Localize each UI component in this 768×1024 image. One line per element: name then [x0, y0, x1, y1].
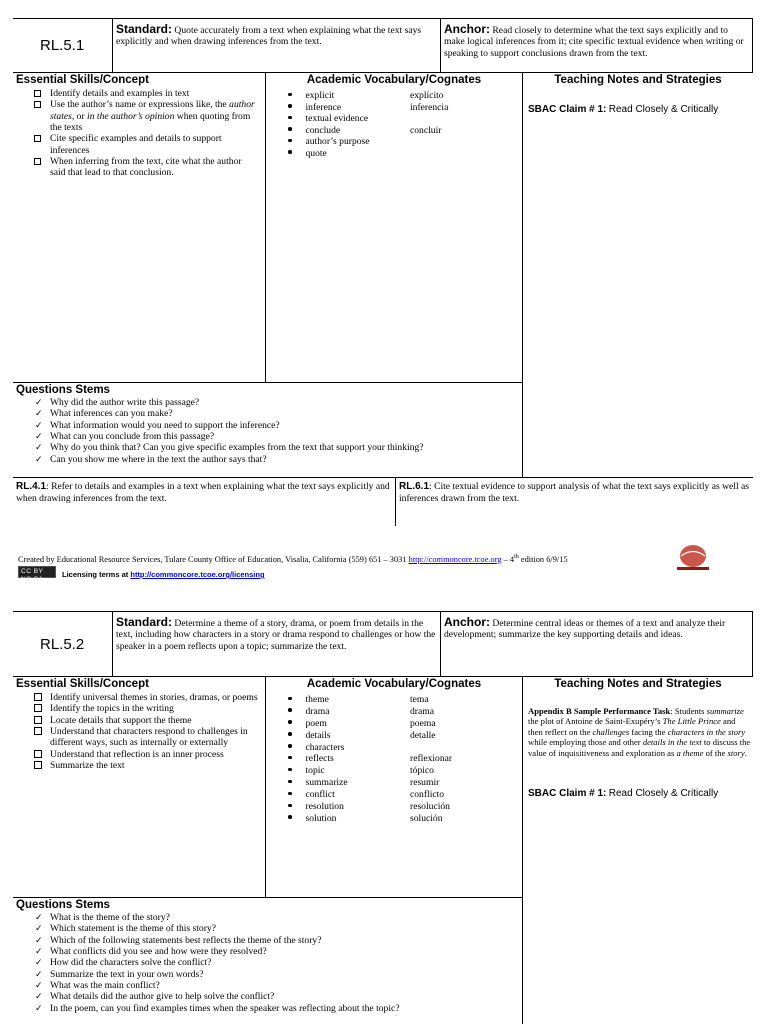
checkmark-icon: ✓ [35, 945, 43, 956]
bullet-icon [288, 708, 292, 712]
vocab-cognate: resumir [410, 777, 440, 789]
vocab-term: topic [305, 765, 325, 777]
standard-code: RL.5.2 [40, 636, 85, 653]
bullet-icon [288, 127, 292, 131]
vocab-cognate: resolución [410, 801, 450, 813]
vocab-term: resolution [305, 801, 344, 813]
list-item: ✓ Which statement is the theme of this story? [35, 923, 216, 935]
california-standards-logo [673, 543, 713, 577]
checkmark-icon: ✓ [35, 442, 43, 453]
checkbox-icon [34, 693, 42, 701]
list-item: ✓ What conflicts did you see and how were they resolved? [35, 945, 267, 957]
list-item: ✓ In the poem, can you find examples times when the speaker was reflecting about the topic? [35, 1002, 400, 1014]
notes-header: Teaching Notes and Strategies [554, 74, 722, 86]
standard-text: Standard: Quote accurately from a text when explaining what the text says explicitly and when drawing inferences from the text. [116, 22, 422, 48]
list-item: When inferring from the text, cite what the author said that lead to that conclusion. [16, 156, 256, 179]
checkbox-icon [34, 135, 41, 142]
notes-header: Teaching Notes and Strategies [554, 678, 722, 690]
list-item: ✓ What information would you need to support the inference? [35, 419, 280, 431]
bullet-icon [288, 792, 292, 796]
bullet-icon [288, 139, 292, 143]
anchor-text: Anchor: Read closely to determine what the text says explicitly and to make logical inferences from it; cite specific textual evidence when writing or speaking to support conclusions drawn from the text. [444, 22, 744, 59]
checkmark-icon: ✓ [35, 430, 43, 441]
questions-header: Questions Stems [16, 384, 110, 396]
list-item: Identify universal themes in stories, dramas, or poems [16, 692, 261, 703]
standard-code: RL.5.1 [40, 37, 85, 54]
bullet-icon [288, 104, 292, 108]
list-item: Understand that characters respond to challenges in different ways, such as internally or externally [16, 726, 261, 749]
vocab-cognate: tema [410, 694, 429, 705]
anchor-text: Anchor: Determine central ideas or themes of a text and analyze their development; summarize the key supporting details and ideas. [444, 615, 726, 641]
skills-header: Essential Skills/Concept [16, 74, 149, 86]
list-item: Identify the topics in the writing [16, 703, 261, 714]
vocab-row [266, 730, 452, 742]
list-item: ✓ Can you show me where in the text the author says that? [35, 453, 267, 465]
vocab-term: solution [305, 812, 337, 824]
vocab-row [266, 789, 452, 801]
sbac-claim: SBAC Claim # 1: Read Closely & Critically [528, 104, 719, 115]
license-line: Licensing terms at http://commoncore.tcoe.org/licensing [62, 570, 265, 579]
vocab-header: Academic Vocabulary/Cognates [306, 678, 482, 690]
checkbox-icon [34, 750, 42, 758]
list-item: ✓ Why do you think that? Can you give specific examples from the text that support your thinking? [35, 442, 424, 454]
checkbox-icon [34, 704, 42, 712]
checkbox-icon [34, 90, 41, 97]
list-item: ✓ What details did the author give to help solve the conflict? [35, 991, 275, 1003]
list-item: ✓ What is the theme of the story? [35, 912, 170, 923]
vocab-cognate: poema [410, 717, 436, 729]
license-link[interactable]: http://commoncore.tcoe.org/licensing [130, 570, 265, 579]
vocab-term: author’s purpose [305, 136, 370, 148]
skills-list [16, 88, 256, 179]
vocab-cognate: concluir [410, 124, 442, 136]
bullet-icon [288, 815, 292, 819]
vocab-row [266, 148, 448, 160]
list-item: ✓ Summarize the text in your own words? [35, 968, 204, 980]
bullet-icon [288, 780, 292, 784]
bullet-icon [288, 744, 292, 748]
vocab-list [266, 90, 448, 160]
vocab-row [266, 742, 452, 754]
checkmark-icon: ✓ [35, 408, 43, 419]
sbac-claim: SBAC Claim # 1: Read Closely & Critically [528, 788, 719, 799]
vocab-term: summarize [305, 777, 348, 789]
bullet-icon [288, 720, 292, 724]
vocab-row [266, 718, 452, 730]
bullet-icon [288, 804, 292, 808]
list-item: Use the author’s name or expressions like, the author states, or in the author’s opinion when quoting from the texts [16, 99, 256, 133]
list-item: ✓ What inferences can you make? [35, 408, 173, 420]
bullet-icon [288, 93, 292, 97]
vocab-term: details [305, 729, 331, 741]
list-item: Summarize the text [16, 760, 261, 771]
list-item: Identify details and examples in text [16, 88, 256, 99]
list-item: Cite specific examples and details to support inferences [16, 133, 256, 156]
list-item: ✓ Why did the author write this passage? [35, 397, 200, 408]
vocab-row [266, 813, 452, 825]
vocab-term: textual evidence [305, 113, 369, 125]
vocab-row [266, 125, 448, 137]
vocab-cognate: drama [410, 705, 434, 717]
vocab-term: explicit [305, 90, 335, 101]
vocab-term: theme [305, 694, 329, 705]
checkbox-icon [34, 158, 41, 165]
vocab-row [266, 753, 452, 765]
standard-text: Standard: Determine a theme of a story, drama, or poem from details in the text, including how characters in a story or drama respond to challenges or how the speaker in a poem reflects upon a topic; summarize the text. [116, 615, 436, 652]
related-standard-prev: RL.4.1: Refer to details and examples in a text when explaining what the text says explicitly and when drawing inferences from the text. [16, 481, 390, 504]
vocab-row [266, 706, 452, 718]
list-item: ✓ What was the main conflict? [35, 979, 160, 991]
performance-task: Appendix B Sample Performance Task: Students summarize the plot of Antoine de Saint-Exupéry’s The Little Prince and then reflect on the challenges facing the characters in the story while employing those and other details in the text to discuss the value of inquisitiveness and exploration as a theme of the story. [528, 706, 751, 758]
questions-list [16, 397, 516, 465]
bullet-icon [288, 697, 292, 701]
checkmark-icon: ✓ [35, 957, 43, 968]
list-item: Locate details that support the theme [16, 715, 261, 726]
vocab-cognate: tópico [410, 765, 434, 777]
vocab-row [266, 801, 452, 813]
questions-list [16, 912, 516, 1014]
vocab-cognate: inferencia [410, 101, 449, 113]
skills-header: Essential Skills/Concept [16, 678, 149, 690]
checkmark-icon: ✓ [35, 979, 43, 990]
bullet-icon [288, 756, 292, 760]
checkbox-icon [34, 101, 41, 108]
vocab-term: quote [305, 147, 327, 159]
vocab-cognate: conflicto [410, 789, 445, 801]
checkmark-icon: ✓ [35, 968, 43, 979]
list-item: ✓ What can you conclude from this passage? [35, 430, 215, 442]
checkbox-icon [34, 761, 42, 769]
bullet-icon [288, 116, 292, 120]
vocab-row [266, 90, 448, 102]
commoncore-link[interactable]: http://commoncore.tcoe.org [408, 554, 502, 564]
vocab-row [266, 113, 448, 125]
vocab-header: Academic Vocabulary/Cognates [306, 74, 482, 86]
related-standard-next: RL.6.1: Cite textual evidence to support analysis of what the text says explicitly as well as inferences drawn from the text. [399, 481, 749, 504]
vocab-term: characters [305, 741, 345, 753]
vocab-term: reflects [305, 753, 334, 765]
vocab-term: poem [305, 717, 327, 729]
vocab-row [266, 694, 452, 706]
checkbox-icon [34, 716, 42, 724]
checkmark-icon: ✓ [35, 397, 43, 407]
cc-license-icon: CC BY NC SA [18, 566, 56, 578]
checkmark-icon: ✓ [35, 453, 43, 464]
vocab-row [266, 765, 452, 777]
vocab-row [266, 102, 448, 114]
list-item: Understand that reflection is an inner process [16, 749, 261, 760]
checkmark-icon: ✓ [35, 991, 43, 1002]
checkmark-icon: ✓ [35, 923, 43, 934]
checkbox-icon [34, 727, 42, 735]
vocab-row [266, 777, 452, 789]
vocab-term: drama [305, 705, 330, 717]
vocab-list [266, 694, 452, 825]
vocab-cognate: solución [410, 812, 443, 824]
vocab-cognate: reflexionar [410, 753, 453, 765]
vocab-term: conclude [305, 124, 341, 136]
skills-list [16, 692, 261, 771]
questions-header: Questions Stems [16, 899, 110, 911]
vocab-term: inference [305, 101, 342, 113]
vocab-term: conflict [305, 789, 335, 801]
checkmark-icon: ✓ [35, 419, 43, 430]
vocab-cognate: detalle [410, 729, 436, 741]
checkmark-icon: ✓ [35, 934, 43, 945]
list-item: ✓ How did the characters solve the conflict? [35, 957, 212, 969]
checkmark-icon: ✓ [35, 1002, 43, 1013]
checkmark-icon: ✓ [35, 912, 43, 922]
vocab-cognate: explícito [410, 90, 444, 101]
bullet-icon [288, 768, 292, 772]
bullet-icon [288, 732, 292, 736]
list-item: ✓ Which of the following statements best reflects the theme of the story? [35, 934, 322, 946]
vocab-row [266, 136, 448, 148]
credit-line: Created by Educational Resource Services, Tulare County Office of Education, Visalia, California (559) 651 – 3031 http://commoncore.tcoe.org – 4th edition 6/9/15 [18, 554, 568, 564]
bullet-icon [288, 150, 292, 154]
